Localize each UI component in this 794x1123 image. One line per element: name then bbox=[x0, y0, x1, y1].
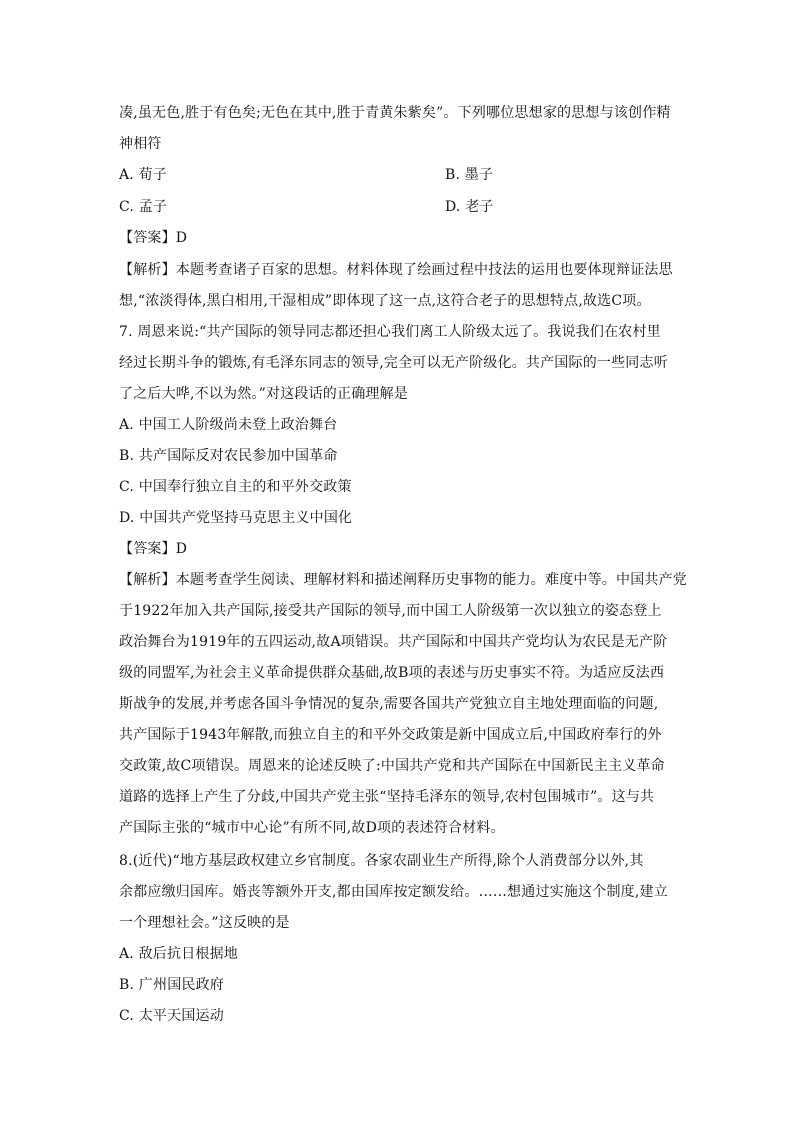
q6-option-b: B. 墨子 bbox=[445, 167, 494, 183]
q7-option-d: D. 中国共产党坚持马克思主义中国化 bbox=[119, 510, 353, 526]
q7-stem-line-3: 了之后大哗,不以为然。”对这段话的正确理解是 bbox=[119, 386, 409, 402]
q8-stem-line-2: 余都应缴归国库。婚丧等额外开支,都由国库按定额发给。……想通过实施这个制度,建立 bbox=[119, 884, 668, 900]
q7-analysis-line: 【解析】本题考查学生阅读、理解材料和描述阐释历史事物的能力。难度中等。中国共产党 bbox=[119, 572, 687, 588]
q7-option-b: B. 共产国际反对农民参加中国革命 bbox=[119, 448, 338, 464]
q6-stem-line-1: 凑,虽无色,胜于有色矣;无色在其中,胜于青黄朱紫矣”。下列哪位思想家的思想与该创作精 bbox=[119, 105, 671, 121]
q7-analysis-line: 交政策,故C项错误。周恩来的论述反映了:中国共产党和共产国际在中国新民主主义革命 bbox=[119, 758, 665, 774]
q8-stem-line-1: 8.(近代)“地方基层政权建立乡官制度。各家农副业生产所得,除个人消费部分以外,其 bbox=[119, 853, 644, 869]
q6-stem-line-2: 神相符 bbox=[119, 136, 162, 152]
q6-option-d: D. 老子 bbox=[445, 199, 494, 215]
q7-analysis-line: 斯战争的发展,并考虑各国斗争情况的复杂,需要各国共产党独立自主地处理面临的问题, bbox=[119, 696, 659, 712]
q7-analysis-line: 政治舞台为1919年的五四运动,故A项错误。共产国际和中国共产党均认为农民是无产阶 bbox=[119, 634, 668, 650]
q7-analysis-line: 产国际主张的“城市中心论”有所不同,故D项的表述符合材料。 bbox=[119, 820, 505, 836]
q8-option-c: C. 太平天国运动 bbox=[119, 1008, 224, 1024]
q6-option-a: A. 荀子 bbox=[119, 167, 168, 183]
q8-option-a: A. 敌后抗日根据地 bbox=[119, 946, 239, 962]
q6-option-c: C. 孟子 bbox=[119, 199, 168, 215]
q6-analysis-line-1: 【解析】本题考查诸子百家的思想。材料体现了绘画过程中技法的运用也要体现辩证法思 bbox=[119, 262, 673, 278]
q7-stem-line-1: 7. 周恩来说:“共产国际的领导同志都还担心我们离工人阶级太远了。我说我们在农村里 bbox=[119, 324, 661, 340]
q6-analysis-line-2: 想,“浓淡得体,黑白相用,干湿相成”即体现了这一点,这符合老子的思想特点,故选C项。 bbox=[119, 293, 651, 309]
q8-option-b: B. 广州国民政府 bbox=[119, 977, 224, 993]
q7-option-c: C. 中国奉行独立自主的和平外交政策 bbox=[119, 479, 352, 495]
q7-stem-line-2: 经过长期斗争的锻炼,有毛泽东同志的领导,完全可以无产阶级化。共产国际的一些同志听 bbox=[119, 355, 668, 371]
q7-option-a: A. 中国工人阶级尚未登上政治舞台 bbox=[119, 417, 338, 433]
q7-analysis-line: 道路的选择上产生了分歧,中国共产党主张“坚持毛泽东的领导,农村包围城市”。这与共 bbox=[119, 789, 655, 805]
q7-answer: 【答案】D bbox=[119, 541, 188, 557]
q8-stem-line-3: 一个理想社会。”这反映的是 bbox=[119, 915, 290, 931]
q7-analysis-line: 共产国际于1943年解散,而独立自主的和平外交政策是新中国成立后,中国政府奉行的外 bbox=[119, 727, 662, 743]
q7-analysis-line: 级的同盟军,为社会主义革命提供群众基础,故B项的表述与历史事实不符。为适应反法西 bbox=[119, 665, 665, 681]
q6-answer: 【答案】D bbox=[119, 230, 188, 246]
q7-analysis-line: 于1922年加入共产国际,接受共产国际的领导,而中国工人阶级第一次以独立的姿态登上 bbox=[119, 603, 662, 619]
